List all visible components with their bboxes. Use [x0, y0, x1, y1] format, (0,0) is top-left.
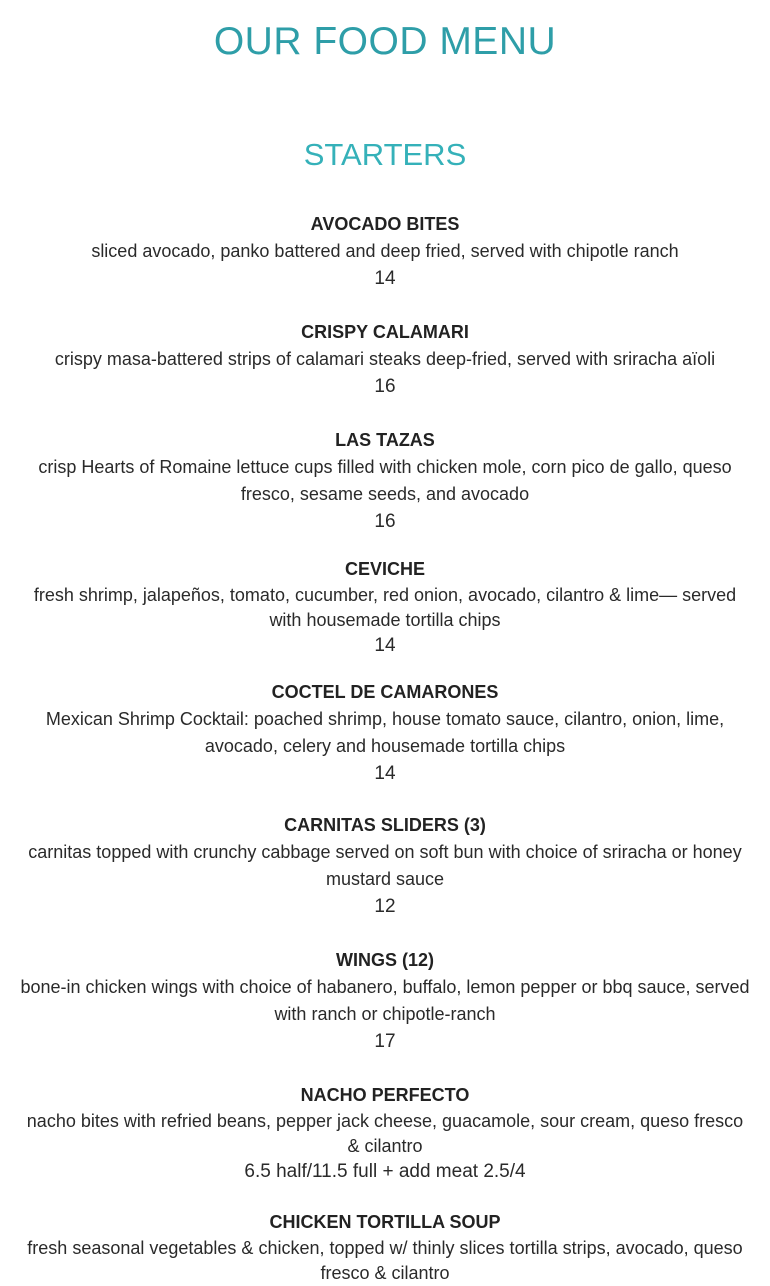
item-description: Mexican Shrimp Cocktail: poached shrimp, house tomato sauce, cilantro, onion, lime, avocado, celery and housemade tortilla chips — [45, 709, 725, 756]
item-price: 12 — [374, 896, 396, 917]
item-description: fresh seasonal vegetables & chicken, topped w/ thinly slices tortilla strips, avocado, queso fresco & cilantro — [27, 1238, 743, 1283]
item-name: CARNITAS SLIDERS (3) — [284, 815, 486, 835]
item-description: crispy masa-battered strips of calamari steaks deep-fried, served with sriracha aïoli — [54, 349, 716, 369]
menu-item-las-tazas — [20, 427, 750, 535]
item-price: 14 — [374, 635, 396, 656]
item-name: CRISPY CALAMARI — [301, 322, 469, 342]
page-title: OUR FOOD MENU — [213, 20, 557, 63]
item-name: LAS TAZAS — [335, 430, 435, 450]
menu-item-carnitas-sliders — [10, 812, 760, 920]
menu-item-wings — [20, 947, 750, 1055]
section-title-starters: STARTERS — [303, 137, 467, 172]
item-description: fresh shrimp, jalapeños, tomato, cucumber, red onion, avocado, cilantro & lime— served with housemade tortilla chips — [33, 585, 737, 630]
menu-item-avocado-bites — [20, 211, 750, 292]
menu-item-chicken-tortilla-soup — [10, 1209, 760, 1286]
item-name: AVOCADO BITES — [310, 214, 460, 234]
item-name: CEVICHE — [344, 559, 425, 579]
item-name: WINGS (12) — [335, 950, 434, 970]
item-price: 16 — [374, 376, 396, 397]
item-name: COCTEL DE CAMARONES — [271, 682, 499, 702]
menu-item-crispy-calamari — [20, 319, 750, 400]
item-description: sliced avocado, panko battered and deep fried, served with chipotle ranch — [91, 241, 679, 261]
item-name: CHICKEN TORTILLA SOUP — [269, 1212, 501, 1232]
menu-item-nacho-perfecto — [20, 1082, 750, 1184]
item-price: 14 — [374, 763, 396, 784]
item-description: bone-in chicken wings with choice of habanero, buffalo, lemon pepper or bbq sauce, served with ranch or chipotle-ranch — [20, 977, 750, 1024]
menu-item-ceviche — [20, 556, 750, 658]
item-description: carnitas topped with crunchy cabbage served on soft bun with choice of sriracha or honey mustard sauce — [28, 842, 742, 889]
item-price: 6.5 half/11.5 full + add meat 2.5/4 — [244, 1161, 526, 1182]
menu-item-coctel-de-camarones — [20, 679, 750, 787]
item-price: 16 — [374, 511, 396, 532]
item-price: 17 — [374, 1031, 396, 1052]
item-price: 14 — [374, 268, 396, 289]
item-description: crisp Hearts of Romaine lettuce cups filled with chicken mole, corn pico de gallo, queso fresco, sesame seeds, and avocado — [38, 457, 732, 504]
item-description: nacho bites with refried beans, pepper jack cheese, guacamole, sour cream, queso fresco & cilantro — [26, 1111, 744, 1156]
item-name: NACHO PERFECTO — [300, 1085, 470, 1105]
